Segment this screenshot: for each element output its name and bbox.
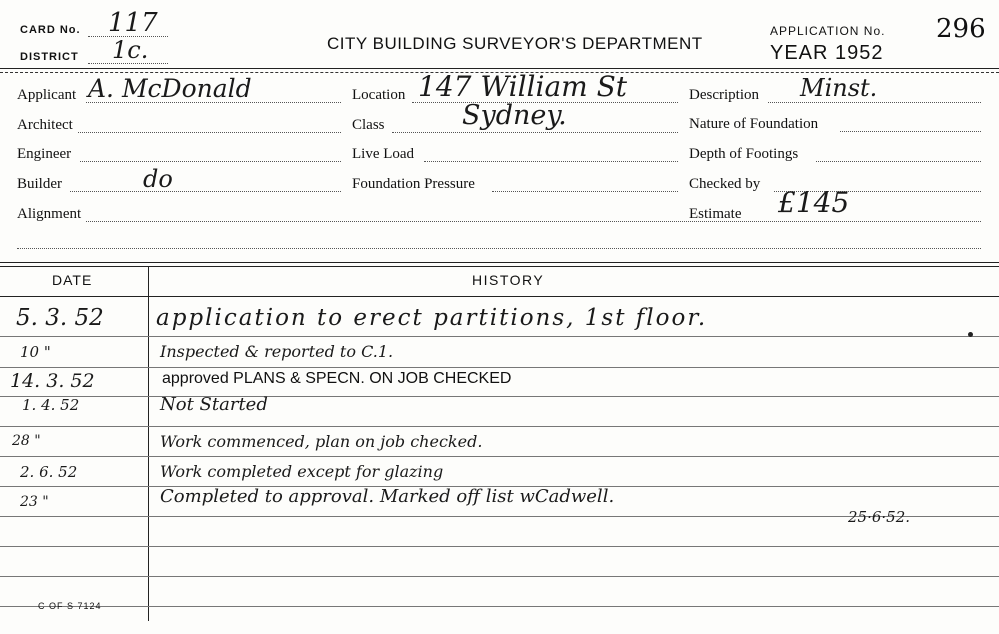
builder-label: Builder [17,176,62,192]
row-rule [0,336,999,337]
date-column-header: DATE [52,272,93,288]
card-no-label: CARD No. [20,24,81,36]
history-header-rule [0,296,999,297]
history-entry: Completed to approval. Marked off list wCadwell. [160,486,615,507]
history-entry: approved PLANS & SPECN. ON JOB CHECKED [162,370,512,387]
signature-date: 25·6·52. [848,508,911,526]
depth-of-footings-label: Depth of Footings [689,146,799,162]
description-line [768,102,981,103]
row-rule [0,367,999,368]
live-load-label: Live Load [352,146,415,162]
builder-line [70,191,341,192]
nature-line [840,131,981,132]
engineer-line [80,161,341,162]
history-date: 28 " [12,433,41,449]
history-entry: Not Started [160,394,268,415]
history-rule-1 [0,262,999,263]
history-entry: Work commenced, plan on job checked. [160,432,483,451]
district-label: DISTRICT [20,51,79,63]
foundation-pressure-label: Foundation Pressure [352,176,475,192]
description-value: Minst. [800,74,878,102]
applicant-value: A. McDonald [88,74,252,103]
card-no-value: 117 [108,8,158,38]
header-rule-1 [0,68,999,69]
history-entry: application to erect partitions, 1st floor. [156,305,708,331]
location-value: 147 William St [418,70,628,103]
application-no-label: APPLICATION No. [770,24,886,38]
engineer-label: Engineer [17,146,72,162]
estimate-value: £145 [778,186,850,219]
nature-of-foundation-label: Nature of Foundation [689,116,819,132]
row-rule [0,396,999,397]
date-column-divider [148,266,149,621]
description-label: Description [689,87,759,103]
row-rule [0,426,999,427]
year-label: YEAR 1952 [770,42,884,64]
location-label: Location [352,87,406,103]
history-entry: Inspected & reported to C.1. [160,342,394,361]
stray-mark-dot [968,332,973,337]
row-rule [0,606,999,607]
history-entry: Work completed except for glazing [160,462,444,481]
applicant-label: Applicant [17,87,77,103]
alignment-label: Alignment [17,206,82,222]
blank-line [17,248,981,249]
architect-label: Architect [17,117,73,133]
live-load-line [424,161,678,162]
history-date: 2. 6. 52 [20,463,78,481]
form-code: C OF S 7124 [38,601,102,611]
class-line [392,132,678,133]
row-rule [0,546,999,547]
checked-by-label: Checked by [689,176,761,192]
district-value: 1c. [112,36,149,64]
foundation-pressure-line [492,191,678,192]
row-rule [0,456,999,457]
builder-value: do [143,165,173,193]
class-label: Class [352,117,385,133]
history-date: 10 " [20,343,51,361]
history-date: 23 " [20,494,49,510]
architect-line [78,132,341,133]
location-value-line2: Sydney. [462,100,567,131]
history-column-header: HISTORY [472,272,545,288]
department-title: CITY BUILDING SURVEYOR'S DEPARTMENT [327,34,703,53]
history-date: 5. 3. 52 [16,305,104,331]
estimate-label: Estimate [689,206,742,222]
alignment-line [86,221,981,222]
history-date: 1. 4. 52 [22,396,80,414]
history-rule-2 [0,266,999,267]
application-no-value: 296 [936,14,986,44]
row-rule [0,576,999,577]
depth-line [816,161,981,162]
history-date: 14. 3. 52 [10,370,95,392]
